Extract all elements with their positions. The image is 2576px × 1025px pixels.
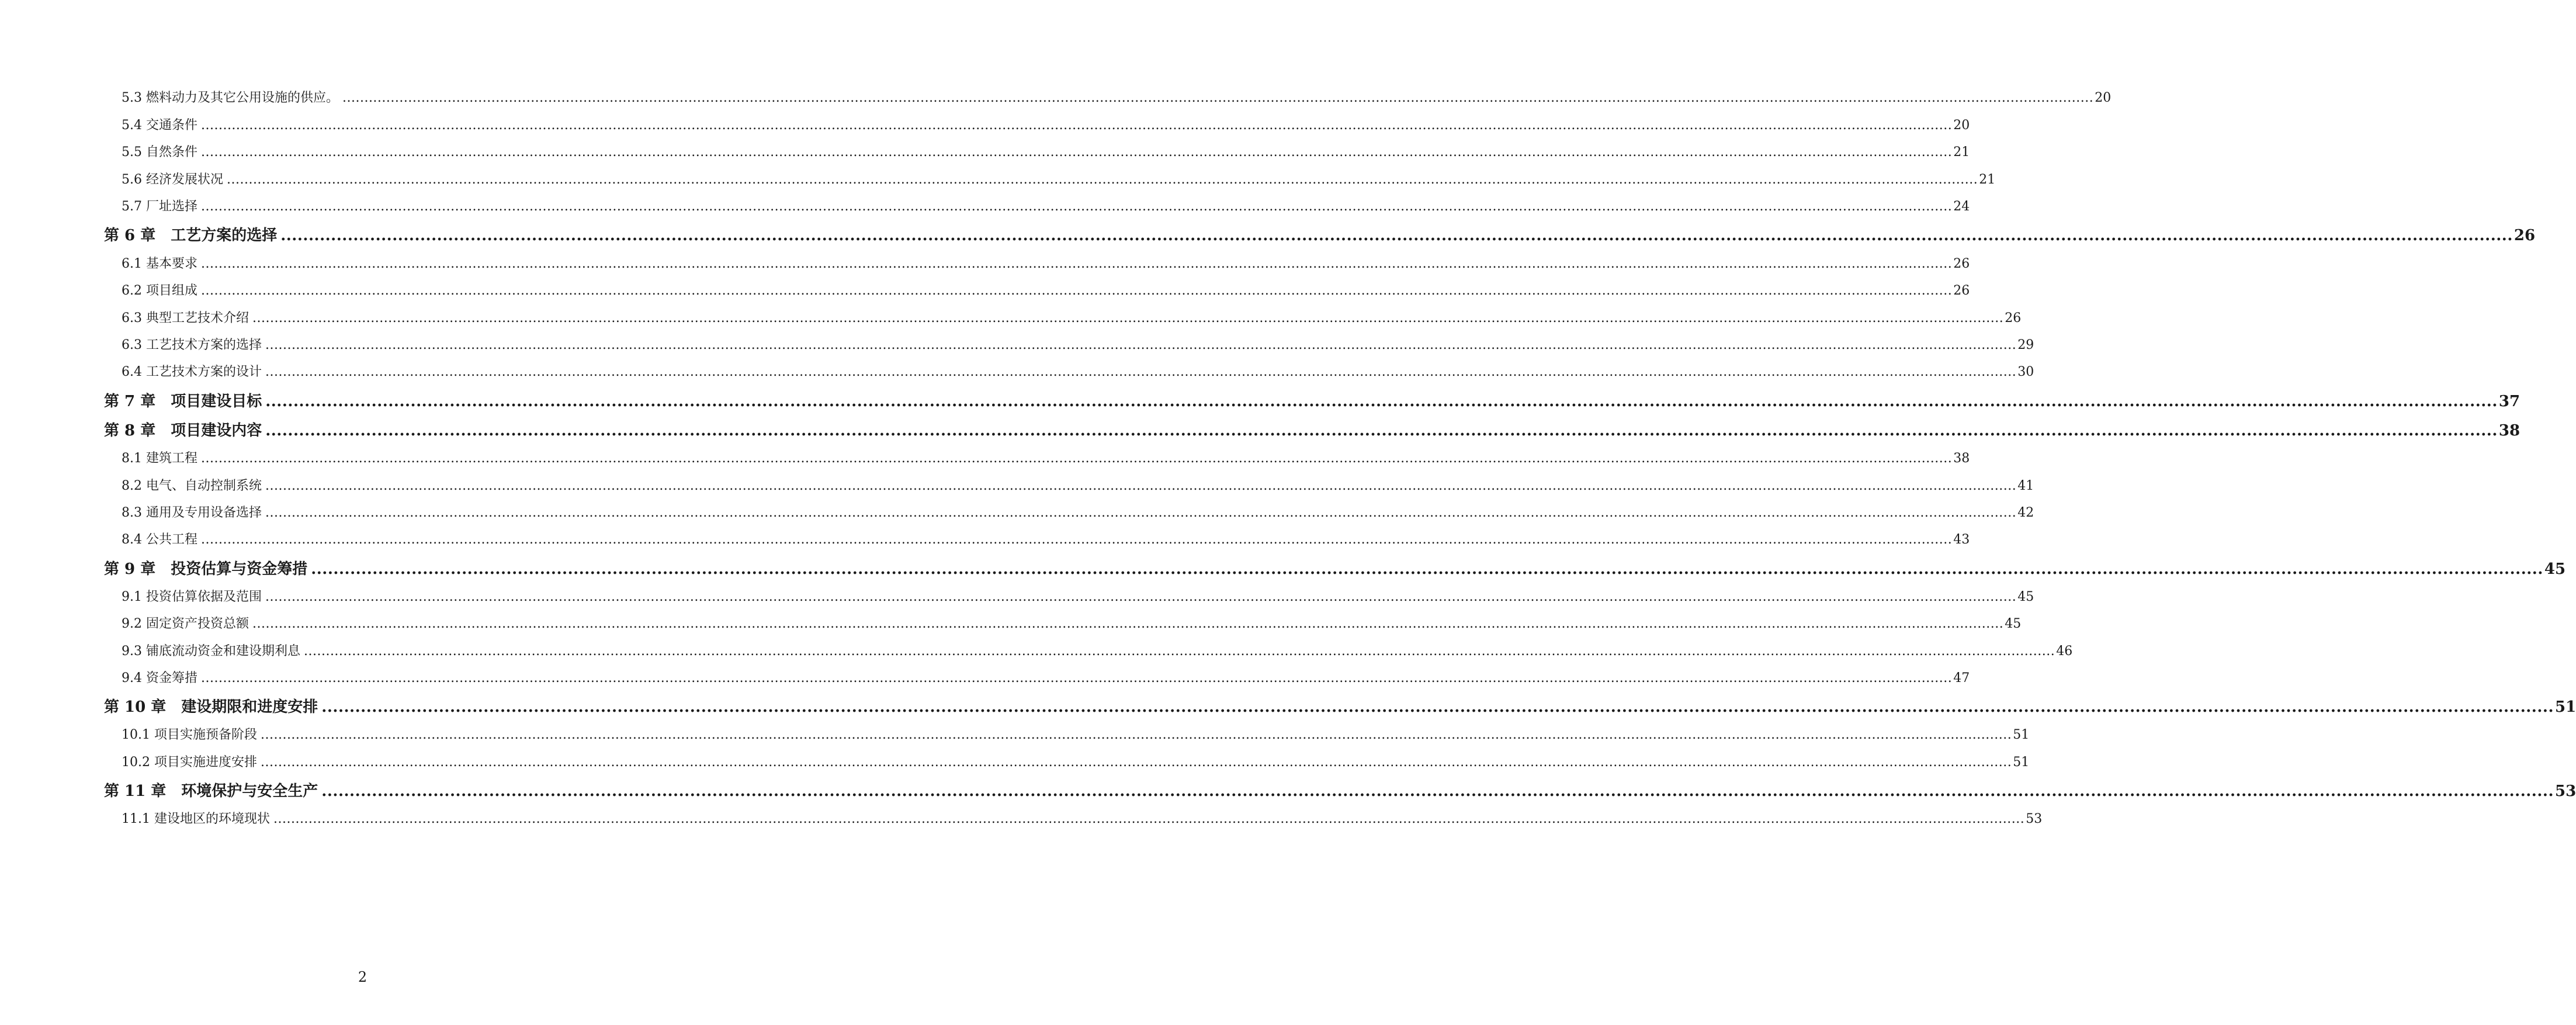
toc-entry-title: 9.4 资金筹措 <box>122 671 197 685</box>
toc-chapter-entry[interactable] <box>0 223 2536 245</box>
toc-entry-title: 6.3 典型工艺技术介绍 <box>122 311 249 325</box>
toc-section-entry[interactable] <box>0 587 2034 605</box>
toc-entry-page: 37 <box>2498 393 2520 410</box>
toc-entry-page: 41 <box>2017 479 2034 493</box>
toc-section-entry[interactable] <box>0 529 1970 548</box>
toc-section-entry[interactable] <box>0 169 1996 188</box>
toc-entry-title: 5.5 自然条件 <box>122 145 197 160</box>
toc-entry-page: 46 <box>2056 644 2073 659</box>
toc-section-entry[interactable] <box>0 614 2022 632</box>
toc-leader-dots: ................................................................................................................................................................................................................................................................................................................................................................................................................ <box>200 532 1953 547</box>
toc-leader-dots: ................................................................................................................................................................................................................................................................................................................................................................................................................ <box>265 479 2017 493</box>
toc-leader-dots: ................................................................................................................................................................................................................................................................................................................................................................................................................ <box>311 560 2543 578</box>
toc-section-entry[interactable] <box>0 254 1970 272</box>
toc-leader-dots: ................................................................................................................................................................................................................................................................................................................................................................................................................ <box>260 755 2012 770</box>
toc-section-entry[interactable] <box>0 725 2030 743</box>
toc-section-entry[interactable] <box>0 281 1970 299</box>
toc-entry-title: 5.4 交通条件 <box>122 118 197 133</box>
toc-entry-page: 20 <box>2095 91 2112 105</box>
toc-section-entry[interactable] <box>0 142 1970 160</box>
toc-entry-page: 21 <box>1953 145 1970 160</box>
toc-entry-title: 8.3 通用及专用设备选择 <box>122 505 262 520</box>
toc-entry-page: 51 <box>2013 755 2030 770</box>
toc-leader-dots: ................................................................................................................................................................................................................................................................................................................................................................................................................ <box>200 199 1953 214</box>
toc-section-entry[interactable] <box>0 503 2034 521</box>
toc-leader-dots: ................................................................................................................................................................................................................................................................................................................................................................................................................ <box>321 782 2554 800</box>
toc-entry-title: 6.2 项目组成 <box>122 283 197 298</box>
toc-leader-dots: ................................................................................................................................................................................................................................................................................................................................................................................................................ <box>265 505 2017 520</box>
toc-section-entry[interactable] <box>0 641 2073 659</box>
toc-entry-title: 6.4 工艺技术方案的设计 <box>122 365 262 379</box>
toc-entry-page: 43 <box>1953 532 1970 547</box>
toc-leader-dots: ................................................................................................................................................................................................................................................................................................................................................................................................................ <box>342 91 2094 105</box>
toc-chapter-entry[interactable] <box>0 779 2576 801</box>
toc-leader-dots: ................................................................................................................................................................................................................................................................................................................................................................................................................ <box>265 365 2017 379</box>
toc-section-entry[interactable] <box>0 362 2034 380</box>
toc-leader-dots: ................................................................................................................................................................................................................................................................................................................................................................................................................ <box>280 227 2513 244</box>
toc-entry-page: 53 <box>2555 782 2576 800</box>
toc-entry-title: 9.3 铺底流动资金和建设期利息 <box>122 644 300 659</box>
page-number: 2 <box>358 969 367 985</box>
toc-leader-dots: ................................................................................................................................................................................................................................................................................................................................................................................................................ <box>260 728 2012 742</box>
toc-section-entry[interactable] <box>0 448 1970 466</box>
toc-entry-title: 8.2 电气、自动控制系统 <box>122 479 262 493</box>
toc-entry-page: 51 <box>2013 728 2030 742</box>
toc-leader-dots: ................................................................................................................................................................................................................................................................................................................................................................................................................ <box>252 311 2004 325</box>
toc-entry-title: 第 8 章 项目建设内容 <box>104 422 262 439</box>
toc-leader-dots: ................................................................................................................................................................................................................................................................................................................................................................................................................ <box>273 812 2025 826</box>
toc-entry-page: 26 <box>2005 311 2022 325</box>
toc-entry-page: 26 <box>1953 283 1970 298</box>
toc-leader-dots: ................................................................................................................................................................................................................................................................................................................................................................................................................ <box>200 451 1953 466</box>
toc-section-entry[interactable] <box>0 335 2034 353</box>
toc-section-entry[interactable] <box>0 809 2043 827</box>
toc-leader-dots: ................................................................................................................................................................................................................................................................................................................................................................................................................ <box>226 172 1978 187</box>
toc-section-entry[interactable] <box>0 308 2022 326</box>
toc-leader-dots: ................................................................................................................................................................................................................................................................................................................................................................................................................ <box>200 145 1953 160</box>
toc-entry-page: 53 <box>2026 812 2043 826</box>
toc-leader-dots: ................................................................................................................................................................................................................................................................................................................................................................................................................ <box>200 118 1953 133</box>
toc-entry-title: 第 10 章 建设期限和进度安排 <box>104 698 318 716</box>
toc-chapter-entry[interactable] <box>0 695 2576 716</box>
toc-entry-title: 10.2 项目实施进度安排 <box>122 755 257 770</box>
toc-entry-title: 11.1 建设地区的环境现状 <box>122 812 270 826</box>
toc-leader-dots: ................................................................................................................................................................................................................................................................................................................................................................................................................ <box>200 283 1953 298</box>
toc-entry-title: 第 9 章 投资估算与资金筹措 <box>104 560 308 578</box>
toc-entry-page: 29 <box>2017 338 2034 352</box>
toc-section-entry[interactable] <box>0 88 2112 106</box>
toc-entry-page: 24 <box>1953 199 1970 214</box>
toc-leader-dots: ................................................................................................................................................................................................................................................................................................................................................................................................................ <box>265 422 2498 439</box>
toc-entry-title: 5.6 经济发展状况 <box>122 172 223 187</box>
toc-entry-title: 5.7 厂址选择 <box>122 199 197 214</box>
toc-leader-dots: ................................................................................................................................................................................................................................................................................................................................................................................................................ <box>200 257 1953 271</box>
toc-leader-dots: ................................................................................................................................................................................................................................................................................................................................................................................................................ <box>252 617 2004 631</box>
toc-leader-dots: ................................................................................................................................................................................................................................................................................................................................................................................................................ <box>321 698 2554 716</box>
toc-entry-page: 20 <box>1953 118 1970 133</box>
toc-entry-page: 38 <box>1953 451 1970 466</box>
toc-entry-page: 45 <box>2017 590 2034 604</box>
toc-section-entry[interactable] <box>0 476 2034 494</box>
toc-entry-title: 8.1 建筑工程 <box>122 451 197 466</box>
toc-entry-title: 5.3 燃料动力及其它公用设施的供应。 <box>122 91 339 105</box>
toc-entry-title: 第 11 章 环境保护与安全生产 <box>104 782 318 800</box>
toc-entry-title: 10.1 项目实施预备阶段 <box>122 728 257 742</box>
toc-leader-dots: ................................................................................................................................................................................................................................................................................................................................................................................................................ <box>303 644 2055 659</box>
toc-entry-page: 38 <box>2498 422 2520 439</box>
toc-entry-page: 45 <box>2544 560 2566 578</box>
toc-section-entry[interactable] <box>0 196 1970 214</box>
toc-entry-title: 6.1 基本要求 <box>122 257 197 271</box>
toc-entry-page: 26 <box>2513 227 2536 244</box>
toc-entry-title: 第 7 章 项目建设目标 <box>104 393 262 410</box>
toc-entry-page: 30 <box>2017 365 2034 379</box>
toc-entry-title: 9.2 固定资产投资总额 <box>122 617 249 631</box>
toc-chapter-entry[interactable] <box>0 418 2520 440</box>
toc-section-entry[interactable] <box>0 752 2030 770</box>
toc-entry-title: 第 6 章 工艺方案的选择 <box>104 227 278 244</box>
toc-entry-title: 9.1 投资估算依据及范围 <box>122 590 262 604</box>
toc-entry-title: 8.4 公共工程 <box>122 532 197 547</box>
toc-entry-page: 21 <box>1979 172 1996 187</box>
toc-entry-page: 47 <box>1953 671 1970 685</box>
toc-entry-page: 42 <box>2017 505 2034 520</box>
toc-entry-page: 26 <box>1953 257 1970 271</box>
toc-chapter-entry[interactable] <box>0 557 2566 579</box>
toc-section-entry[interactable] <box>0 115 1970 133</box>
toc-entry-page: 45 <box>2005 617 2022 631</box>
toc-leader-dots: ................................................................................................................................................................................................................................................................................................................................................................................................................ <box>265 590 2017 604</box>
toc-entry-page: 51 <box>2555 698 2576 716</box>
toc-leader-dots: ................................................................................................................................................................................................................................................................................................................................................................................................................ <box>200 671 1953 685</box>
toc-chapter-entry[interactable] <box>0 389 2520 411</box>
toc-entry-title: 6.3 工艺技术方案的选择 <box>122 338 262 352</box>
toc-section-entry[interactable] <box>0 668 1970 686</box>
toc-leader-dots: ................................................................................................................................................................................................................................................................................................................................................................................................................ <box>265 338 2017 352</box>
toc-leader-dots: ................................................................................................................................................................................................................................................................................................................................................................................................................ <box>265 393 2498 410</box>
